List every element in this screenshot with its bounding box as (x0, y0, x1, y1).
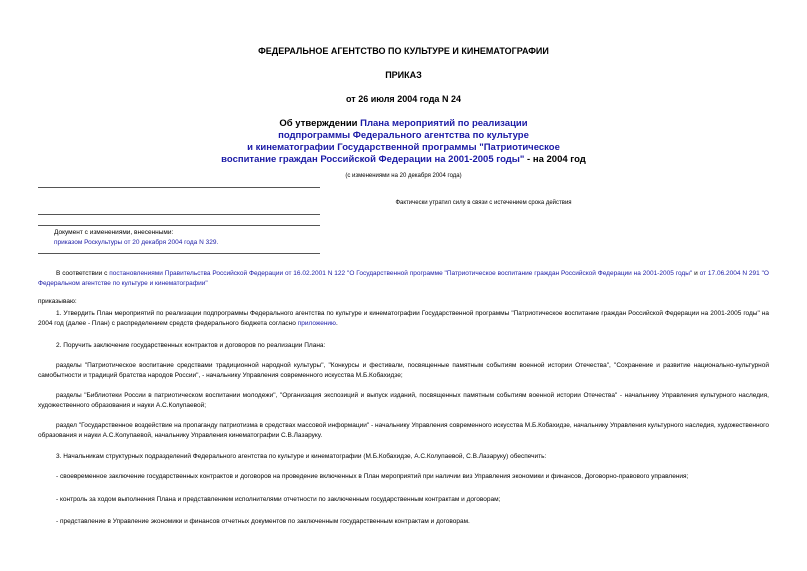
separator-rule (38, 187, 320, 188)
paragraph-basis (38, 269, 769, 288)
title-link-line2[interactable]: подпрограммы Федерального агентства по культуре (278, 130, 529, 141)
date-number: от 26 июля 2004 года N 24 (346, 94, 461, 104)
decree-link-122[interactable]: постановлениями Правительства Российской Федерации от 16.02.2001 N 122 "О Государственной программе "Патриотическое воспитание граждан Российской Федерации на 2001-2005 годы" (109, 270, 693, 277)
title-prefix: Об утверждении (279, 118, 361, 129)
separator-rule (38, 253, 320, 254)
amendment-note: (с изменениями на 20 декабря 2004 года) (345, 173, 462, 179)
paragraph-item-1 (38, 309, 769, 328)
agency-heading: ФЕДЕРАЛЬНОЕ АГЕНТСТВО ПО КУЛЬТУРЕ И КИНЕМАТОГРАФИИ (258, 46, 549, 56)
changes-label: Документ с изменениями, внесенными: (54, 229, 174, 236)
doc-type-heading: ПРИКАЗ (385, 70, 422, 80)
list-item: - контроль за ходом выполнения Плана и представлением исполнителями отчетности по заключенным государственным контрактам и договорам; (56, 496, 501, 503)
appendix-link[interactable]: приложению (297, 319, 336, 327)
paragraph-sections-2: разделы "Библиотеки России в патриотическом воспитании молодежи", "Организация экспозиций и выпуск изданий, посвященных памятным событиям военной истории Отечества" - начальнику Управления культурного наследия, художественного образования и науки А.С.Колупаевой; (38, 392, 769, 409)
list-item: - представление в Управление экономики и финансов отчетных документов по заключенным государственным контрактам и договорам. (56, 518, 470, 525)
separator-rule (38, 214, 320, 215)
paragraph-item-3: 3. Начальникам структурных подразделений Федерального агентства по культуре и кинематографии (М.Б.Кобахидзе, А.С.Колупаевой, С.В.Лазаруку) обеспечить: (56, 453, 547, 460)
decree-link-291[interactable]: от 17.06.2004 N 291 "О Федеральном агентстве по культуре и кинематографии" (38, 270, 769, 287)
changes-link[interactable]: приказом Роскультуры от 20 декабря 2004 года N 329. (54, 239, 219, 246)
paragraph-text: В соответствии с (56, 270, 110, 277)
document-title (0, 118, 807, 166)
list-item: - своевременное заключение государственных контрактов и договоров на проведение включенных в План мероприятий при наличии виз Управления экономики и финансов, Договорно-правового управления; (56, 473, 689, 480)
separator-rule (38, 225, 320, 226)
orders-line: приказываю: (38, 298, 77, 305)
paragraph-item-2: 2. Поручить заключение государственных контрактов и договоров по реализации Плана: (56, 342, 326, 349)
paragraph-text: . (335, 319, 338, 327)
title-link-line4[interactable]: воспитание граждан Российской Федерации на 2001-2005 годы" (221, 154, 525, 165)
paragraph-section-3: раздел "Государственное воздействие на пропаганду патриотизма в средствах массовой информации" - начальнику Управления современного искусства М.Б.Кобахидзе, начальнику Управления культурного наследия, художественного образования и науки А.С.Колупаевой, начальнику Управления кинематографии С.В.Лазаруку. (38, 422, 769, 439)
title-link-line1[interactable]: Плана мероприятий по реализации (360, 118, 528, 129)
paragraph-sections-1: разделы "Патриотическое воспитание средствами традиционной народной культуры", "Конкурсы и фестивали, посвященные памятным событиям военной истории Отечества", "Сохранение и развитие национально-культурной самобытности и традиций братства народов России", - начальнику Управления современного искусства М.Б.Кобахидзе; (38, 362, 769, 379)
title-link-line3[interactable]: и кинематографии Государственной программы "Патриотическое (247, 142, 560, 153)
paragraph-text: 1. Утвердить План мероприятий по реализации подпрограммы Федерального агентства по культуре и кинематографии Государственной программы "Патриотическое воспитание граждан Российской Федерации на 2001-2005 годы" на 2004 год (далее - План) с распределением средств федерального бюджета согласно (38, 310, 769, 327)
paragraph-text: и (692, 270, 700, 277)
title-suffix: - на 2004 год (524, 154, 586, 165)
status-note: Фактически утратил силу в связи с истечением срока действия (395, 200, 572, 206)
